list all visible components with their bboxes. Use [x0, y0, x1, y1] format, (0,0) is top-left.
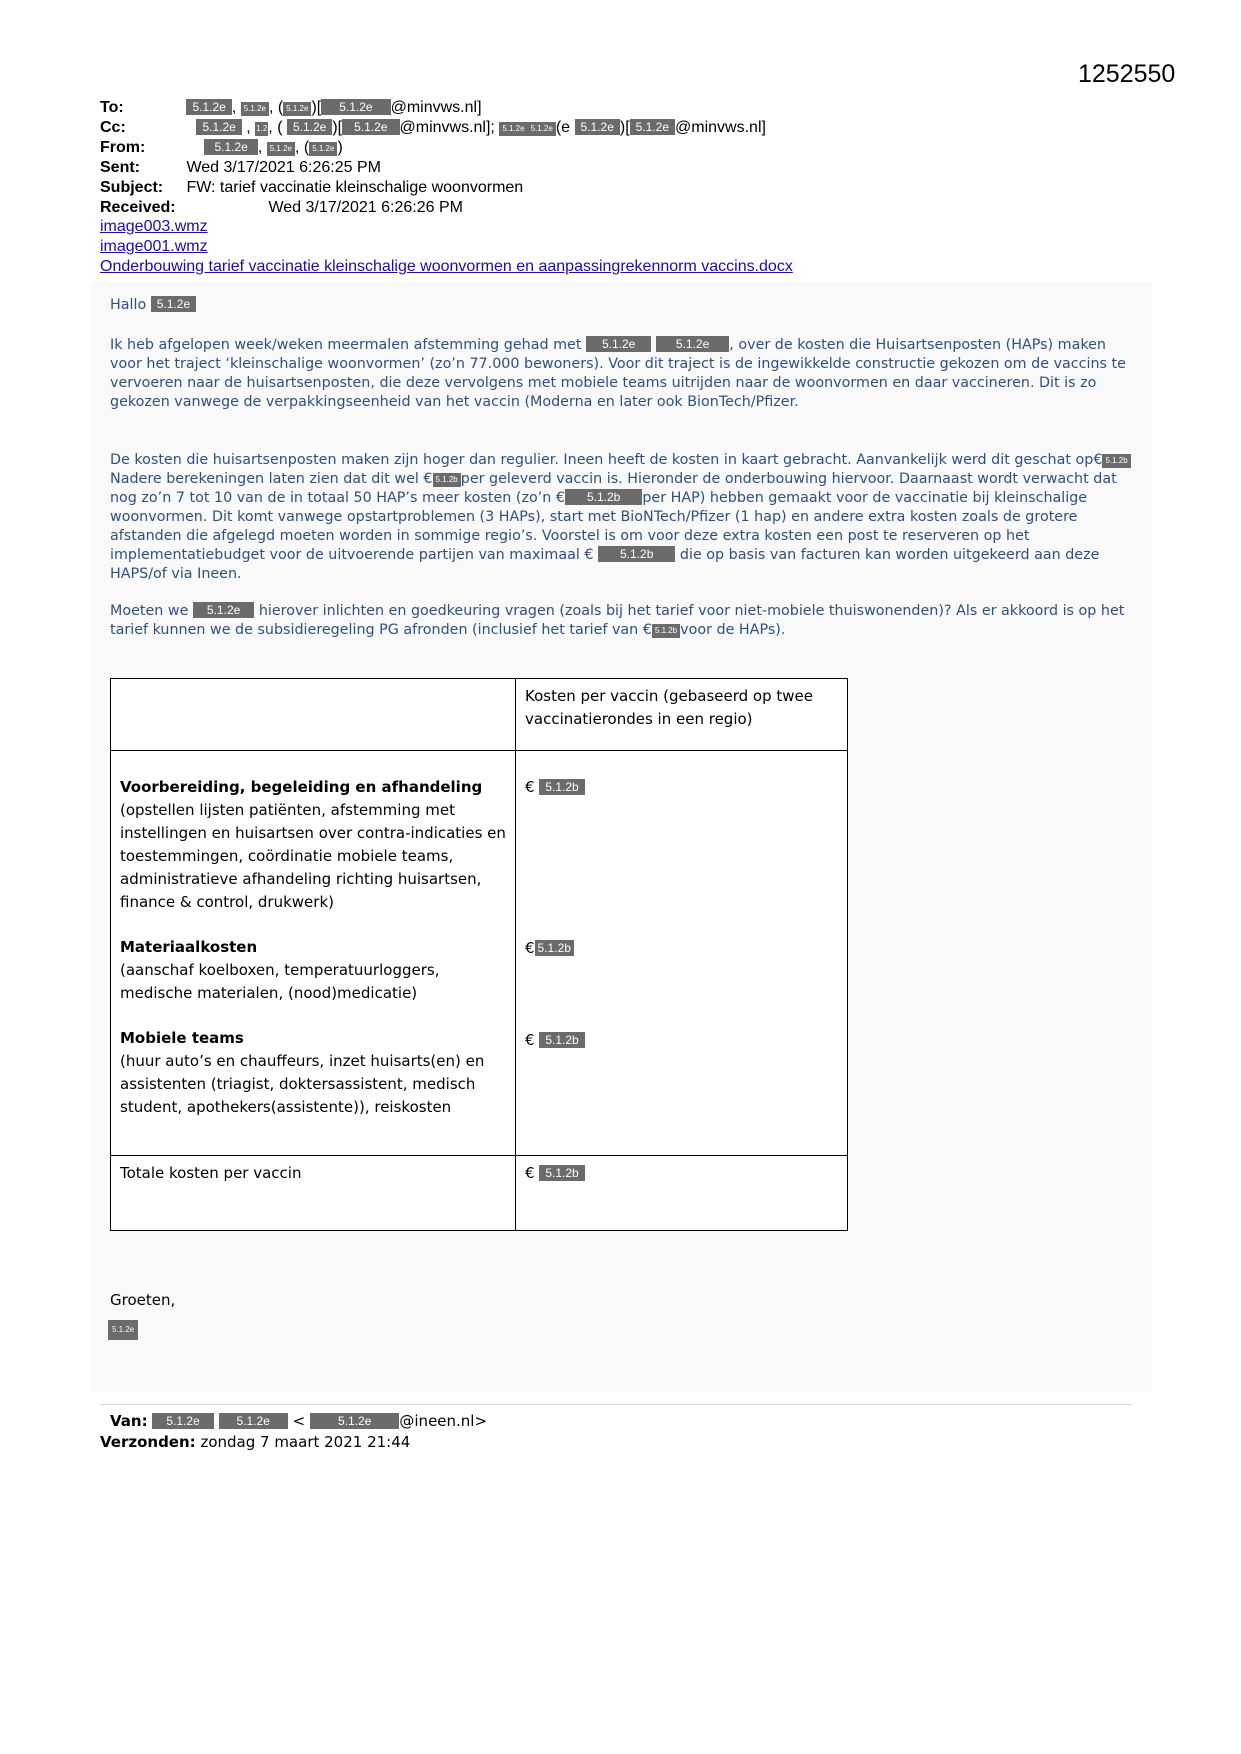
subject-value: FW: tarief vaccinatie kleinschalige woonvormen [186, 179, 524, 196]
header-received [100, 198, 463, 218]
cost-item: Mobiele teams (huur auto’s en chauffeurs, inzet huisarts(en) en assistenten (triagist, doktersassistent, medisch student, apothekers(assistente)), reiskosten [120, 1029, 485, 1116]
cost-value: € 5.1.2b [525, 937, 838, 1029]
cc-domain: @minvws.nl]; [399, 119, 495, 136]
redaction: 5.1.2e [219, 1413, 288, 1429]
table-cell: Totale kosten per vaccin [111, 1156, 516, 1231]
redaction: 5.1.2e [196, 119, 241, 135]
closing: Groeten, [110, 1291, 176, 1309]
redaction: 5.1.2e [310, 1413, 399, 1429]
cost-table [110, 678, 848, 1231]
greeting: Hallo 5.1.2e [110, 296, 1140, 315]
forward-sent: Verzonden: zondag 7 maart 2021 21:44 [100, 1433, 411, 1451]
redaction: 5.1.2b [565, 489, 642, 505]
redaction: 5.1.2e [287, 119, 332, 135]
divider [100, 1404, 1132, 1405]
redaction: 5.1.2e [186, 99, 231, 115]
table-cell [111, 751, 516, 1156]
document-number: 1252550 [1078, 60, 1176, 88]
paragraph-2: De kosten die huisartsenposten maken zijn hoger dan regulier. Ineen heeft de kosten in kaart gebracht. Aanvankelijk werd dit geschat op€ 5.1.2b Nadere berekeningen laten zien dat dit wel € 5.1.2b per geleverd vaccin is. Hieronder de onderbouwing hiervoor. Daarnaast wordt verwacht dat nog zo’n 7 tot 10 van de in totaal 50 HAP’s meer kosten (zo’n € 5.1.2b per HAP) hebben gemaakt voor de vaccinatie bij kleinschalige woonvormen. Dit komt vanwege opstartproblemen (3 HAPs), start met BioNTech/Pfizer (1 hap) en andere extra kosten zoals de grotere afstanden die afgelegd moeten worden in sommige regio’s. Voorstel is om voor deze extra kosten een post te reserveren op het implementatiebudget voor de uitvoerende partijen van maximaal € 5.1.2b die op basis van facturen kan worden uitgekeerd aan deze HAPS/of via Ineen. [110, 451, 1140, 584]
from-label: From: [100, 139, 146, 156]
redaction: 5.1.2e [630, 119, 675, 135]
redaction: 5.1.2e [283, 102, 311, 116]
header-sent [100, 158, 381, 178]
cost-value: € 5.1.2b [525, 1029, 838, 1052]
cc-label: Cc: [100, 119, 126, 136]
cost-item: Materiaalkosten (aanschaf koelboxen, temperatuurloggers, medische materialen, (nood)medicatie) [120, 938, 440, 1002]
redaction: 5.1.2e [499, 122, 527, 136]
redaction: 5.1.2e [321, 99, 390, 115]
table-cell [111, 679, 516, 751]
header-cc: Cc: 5.1.2e , 1.2, ( 5.1.2e )[ 5.1.2e @minvws.nl]; 5.1.2e 5.1.2e (e 5.1.2e )[ 5.1.2e @minvws.nl] [100, 119, 766, 136]
redaction: 5.1.2e [586, 336, 651, 352]
table-cell: € 5.1.2b [516, 1156, 848, 1231]
redaction: 5.1.2e [204, 139, 257, 155]
table-cell [516, 751, 848, 1156]
forward-from: Van: 5.1.2e 5.1.2e < 5.1.2e @ineen.nl> [110, 1412, 488, 1430]
attachment-link[interactable]: image001.wmz [100, 238, 208, 255]
redaction: 5.1.2e [267, 142, 295, 156]
redaction: 5.1.2b [1102, 454, 1130, 468]
redaction: 5.1.2e [528, 122, 556, 136]
redaction: 5.1.2e [309, 142, 337, 156]
redaction: 5.1.2e [152, 1413, 213, 1429]
paragraph-1: Ik heb afgelopen week/weken meermalen afstemming gehad met 5.1.2e 5.1.2e , over de kosten die Huisartsenposten (HAPs) maken voor het traject ‘kleinschalige woonvormen’ (zo’n 77.000 bewoners). Voor dit traject is de ingewikkelde constructie gekozen om de vaccins te vervoeren naar de huisartsenposten, die deze vervolgens met mobiele teams uitrijden naar de woonvormen en daar vaccineren. Dit is zo gekozen vanwege de verpakkingseenheid van het vaccin (Moderna en later ook BionTech/Pfizer. [110, 337, 1126, 410]
to-label: To: [100, 99, 124, 116]
redaction: 5.1.2e [656, 336, 729, 352]
table-row [111, 1156, 848, 1231]
table-cell: Kosten per vaccin (gebaseerd op twee vaccinatierondes in een regio) [516, 679, 848, 751]
attachment-link[interactable]: image003.wmz [100, 218, 208, 235]
redaction: 5.1.2e [151, 296, 196, 312]
sent-label: Sent: [100, 159, 140, 176]
redaction: 1.2 [255, 122, 268, 136]
redaction: 5.1.2e [241, 102, 269, 116]
table-header-row [111, 679, 848, 751]
cc-domain-2: @minvws.nl] [675, 119, 766, 136]
table-row [111, 751, 848, 1156]
redaction: 5.1.2b [652, 624, 680, 638]
header-subject [100, 178, 523, 198]
received-value: Wed 3/17/2021 6:26:26 PM [268, 199, 463, 216]
cost-value: € 5.1.2b [525, 776, 838, 937]
paragraph-3: Moeten we 5.1.2e hierover inlichten en goedkeuring vragen (zoals bij het tarief voor niet-mobiele thuiswonenden)? Als er akkoord is op het tarief kunnen we de subsidieregeling PG afronden (inclusief het tarief van € 5.1.2b voor de HAPs). [110, 603, 1125, 638]
redaction: 5.1.2e [193, 602, 254, 618]
redaction: 5.1.2e [342, 119, 399, 135]
signature: 5.1.2e [108, 1320, 138, 1340]
redaction: 5.1.2b [433, 473, 461, 487]
redaction: 5.1.2e [575, 119, 620, 135]
attachment-link[interactable]: Onderbouwing tarief vaccinatie kleinschalige woonvormen en aanpassingrekennorm vaccins.docx [100, 258, 793, 275]
to-domain: @minvws.nl] [390, 99, 482, 116]
received-label: Received: [100, 199, 176, 216]
redaction: 5.1.2b [598, 546, 675, 562]
header-to: To: 5.1.2e , 5.1.2e , ( 5.1.2e )[ 5.1.2e @minvws.nl] [100, 99, 482, 116]
sent-value: Wed 3/17/2021 6:26:25 PM [186, 159, 381, 176]
subject-label: Subject: [100, 179, 164, 196]
header-from: From: 5.1.2e , 5.1.2e , ( 5.1.2e ) [100, 139, 343, 156]
cost-item: Voorbereiding, begeleiding en afhandeling (opstellen lijsten patiënten, afstemming met instellingen en huisartsen over contra-indicaties en toestemmingen, coördinatie mobiele teams, administratieve afhandeling richting huisartsen, finance & control, drukwerk) [120, 778, 506, 911]
